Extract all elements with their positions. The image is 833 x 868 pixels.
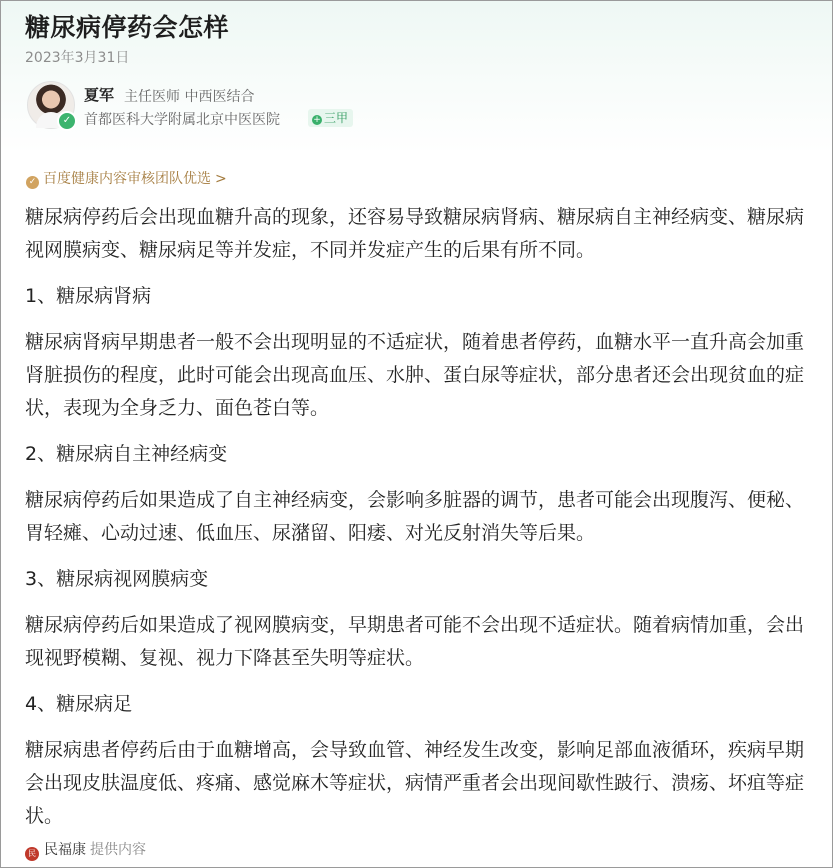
article-title: 糖尿病停药会怎样 <box>25 13 230 42</box>
source-suffix: 提供内容 <box>90 842 146 858</box>
section-heading: 2、糖尿病自主神经病变 <box>25 443 228 465</box>
author-title: 主任医师 中西医结合 <box>124 89 255 105</box>
section-paragraph: 糖尿病肾病早期患者一般不会出现明显的不适症状，随着患者停药，血糖水平一直升高会加重肾脏损伤的程度，此时可能会出现高血压、水肿、蛋白尿等症状，部分患者还会出现贫血的症状，表现为全身乏力、面色苍白等。 <box>25 331 805 419</box>
chevron-right-icon: > <box>215 171 227 187</box>
plus-circle-icon: + <box>313 115 321 125</box>
section-heading: 3、糖尿病视网膜病变 <box>25 568 209 590</box>
source-logo-icon: 民 <box>25 847 39 861</box>
verified-check-icon: ✓ <box>57 111 77 131</box>
grade-label: 三甲 <box>324 111 349 125</box>
author-avatar[interactable] <box>27 81 75 129</box>
section-paragraph: 糖尿病停药后如果造成了自主神经病变，会影响多脏器的调节，患者可能会出现腹泻、便秘、胃轻瘫、心动过速、低血压、尿潴留、阳痿、对光反射消失等后果。 <box>25 489 805 544</box>
article-body <box>25 201 820 846</box>
hospital-grade-badge <box>308 109 353 127</box>
review-badge-icon: ✓ <box>26 176 39 189</box>
section-heading: 4、糖尿病足 <box>25 693 133 715</box>
content-source[interactable] <box>25 839 146 861</box>
article-header <box>1 1 832 153</box>
article-date: 2023年3月31日 <box>25 50 130 66</box>
review-link[interactable] <box>26 168 227 189</box>
intro-paragraph: 糖尿病停药后会出现血糖升高的现象，还容易导致糖尿病肾病、糖尿病自主神经病变、糖尿病视网膜病变、糖尿病足等并发症，不同并发症产生的后果有所不同。 <box>25 206 805 261</box>
section-paragraph: 糖尿病停药后如果造成了视网膜病变，早期患者可能不会出现不适症状。随着病情加重，会出现视野模糊、复视、视力下降甚至失明等症状。 <box>25 614 805 669</box>
review-label: 百度健康内容审核团队优选 <box>43 171 211 187</box>
source-name: 民福康 <box>44 842 86 858</box>
section-paragraph: 糖尿病患者停药后由于血糖增高，会导致血管、神经发生改变，影响足部血液循环，疾病早期会出现皮肤温度低、疼痛、感觉麻木等症状，病情严重者会出现间歇性跛行、溃疡、坏疽等症状。 <box>25 739 805 827</box>
author-hospital[interactable]: 首都医科大学附属北京中医医院 <box>84 112 280 128</box>
section-heading: 1、糖尿病肾病 <box>25 285 152 307</box>
author-name[interactable]: 夏军 <box>84 86 115 104</box>
